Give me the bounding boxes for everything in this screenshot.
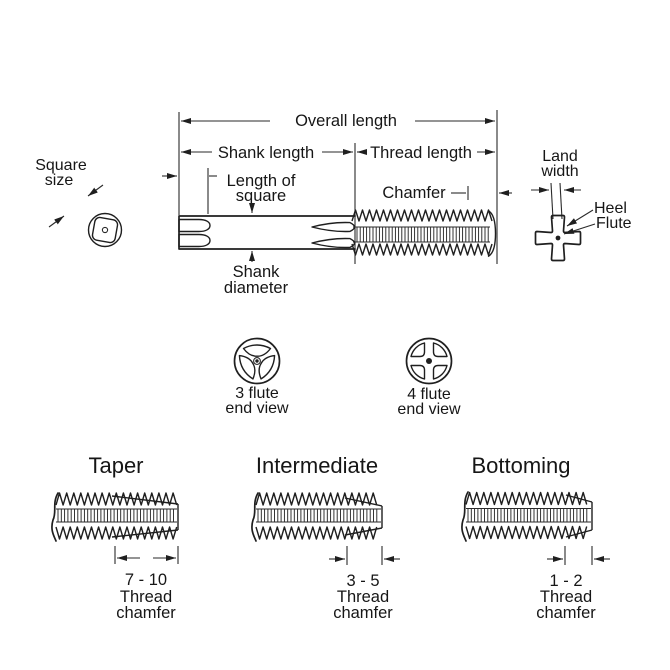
square-size-label-line2: size (44, 172, 74, 189)
thread-crest-bottom (352, 244, 492, 255)
flute-runout-lower (312, 238, 355, 247)
chamfer-label: Chamfer (382, 184, 446, 202)
center-dot (556, 236, 561, 241)
shank-length-label: Shank length (217, 144, 315, 162)
shank-diameter-label-line1: Shank (232, 263, 280, 281)
length-of-square-label-line1: Length of (226, 172, 296, 190)
heel-label: Heel (594, 200, 627, 217)
overall-length-dimension (181, 112, 495, 130)
shank-length-dimension (181, 144, 353, 162)
center-hole (102, 227, 107, 232)
square-size-arrow-upper (88, 185, 103, 196)
flute-cutout (244, 345, 271, 356)
three-flute-end-view (225, 339, 289, 418)
bottoming-chamfer-label-line2: chamfer (536, 604, 596, 622)
square-size-end-view (35, 157, 121, 247)
thread-hatching (468, 509, 587, 522)
taper-chamfer-label-line1: Thread (119, 588, 173, 606)
shank-diameter-label-line2: diameter (223, 279, 289, 297)
chamfer-dimension (382, 184, 512, 202)
three-flute-label-line2: end view (225, 400, 289, 417)
four-flute-end-view (397, 339, 461, 419)
length-of-square-dimension (162, 168, 296, 214)
three-flute-label-line1: 3 flute (235, 385, 279, 402)
flute-label: Flute (596, 215, 632, 232)
taper-chamfer-threads: 7 - 10 (124, 571, 168, 589)
center-dot (426, 358, 432, 364)
thread-hatching (58, 510, 174, 522)
intermediate-chamfer-threads: 3 - 5 (346, 572, 380, 590)
center-dot (255, 359, 258, 362)
land-width-detail (531, 148, 632, 261)
intermediate-chamfer-label-line2: chamfer (333, 604, 393, 622)
guide-line-left (551, 183, 553, 219)
thread-hatching (258, 510, 377, 522)
main-tap-side-view (162, 110, 512, 297)
land-width-label-line2: width (541, 163, 579, 180)
thread-hatching (357, 228, 488, 242)
overall-length-label: Overall length (295, 112, 397, 130)
thread-crest-top (56, 493, 177, 505)
bottoming-heading: Bottoming (471, 453, 571, 478)
shank-diameter-callout (224, 251, 289, 297)
bottoming-chamfer-label-line1: Thread (539, 588, 593, 606)
four-flute-label-line2: end view (397, 401, 461, 418)
square-size-label-line1: Square (35, 157, 87, 174)
bottoming-tap (462, 453, 610, 622)
taper-heading: Taper (88, 453, 144, 478)
square-end-upper-flat (179, 220, 210, 232)
thread-length-label: Thread length (370, 144, 472, 162)
four-flute-label-line1: 4 flute (407, 386, 451, 403)
thread-crest-top (466, 493, 587, 505)
bottoming-chamfer-threads: 1 - 2 (549, 572, 583, 590)
drive-square (92, 217, 119, 244)
square-end-lower-flat (179, 235, 210, 247)
heel-arrow (567, 210, 593, 226)
square-size-arrow-lower (49, 216, 64, 227)
land-width-label-line1: Land (542, 148, 578, 165)
guide-line-right (560, 183, 562, 219)
thread-crest-top (352, 210, 492, 221)
thread-length-dimension (357, 144, 495, 162)
intermediate-tap (252, 453, 400, 622)
taper-tap (52, 453, 178, 622)
intermediate-heading: Intermediate (255, 453, 379, 478)
intermediate-chamfer-label-line1: Thread (336, 588, 390, 606)
flute-runout-upper (312, 222, 355, 231)
length-of-square-label-line2: square (235, 187, 287, 205)
taper-chamfer-label-line2: chamfer (116, 604, 176, 622)
tap-nose-cap (488, 211, 496, 257)
thread-crest-top (256, 493, 377, 505)
